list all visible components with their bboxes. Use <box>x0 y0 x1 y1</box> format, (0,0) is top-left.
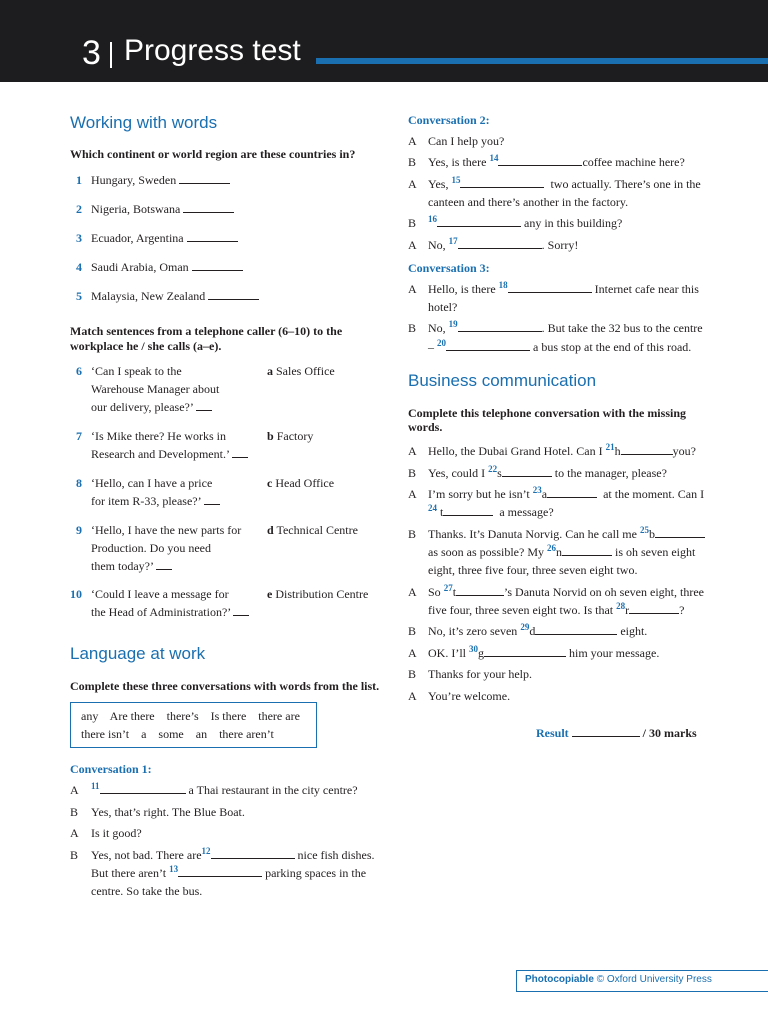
blank-number-15: 15 <box>451 175 461 185</box>
speaker-b: B <box>408 155 417 169</box>
conv2-line3-after: two actually. There’s one in the <box>550 177 701 191</box>
blank-number-25: 25 <box>639 525 649 535</box>
match-9-number: 9 <box>76 523 82 537</box>
blank-number-19: 19 <box>448 319 458 329</box>
blank-number-26: 26 <box>547 543 556 553</box>
blank-number-16: 16 <box>428 214 437 224</box>
blank-number-28: 28 <box>616 601 626 611</box>
speaker-a: A <box>408 238 417 252</box>
match-8-number: 8 <box>76 476 82 490</box>
conv3-line4-pre: – <box>428 340 434 354</box>
conv2-line2-after: coffee machine here? <box>582 155 685 169</box>
item-1-text: Hungary, Sweden <box>91 173 177 187</box>
conv1-line4-pre: Yes, not bad. There are <box>91 848 202 862</box>
word-list-line2: there isn’t a some an there aren’t <box>81 727 274 741</box>
conv1-line3-text: Is it good? <box>91 826 142 840</box>
result-blank[interactable] <box>572 724 640 737</box>
match-8-line2: for item R-33, please?’ <box>91 494 201 508</box>
conv1-line6-text: centre. So take the bus. <box>91 884 203 898</box>
match-9-line2: Production. Do you need <box>91 541 211 555</box>
answer-blank-16[interactable] <box>437 214 521 227</box>
blank-number-22: 22 <box>488 464 498 474</box>
blank-number-21: 21 <box>605 442 615 452</box>
conv1-line5-pre: But there aren’t <box>91 866 167 880</box>
speaker-a: A <box>408 646 417 660</box>
speaker-b: B <box>408 321 417 335</box>
blank-letter-30: g <box>478 646 484 660</box>
speaker-a: A <box>408 689 417 703</box>
option-c-letter: c <box>267 476 273 490</box>
option-e-place: Distribution Centre <box>275 587 369 601</box>
answer-blank-26[interactable] <box>562 543 612 556</box>
speaker-a: A <box>408 487 417 501</box>
bc-line2-after: to the manager, please? <box>554 466 667 480</box>
bc-line11-after: him your message. <box>569 646 660 660</box>
result-line <box>536 724 697 741</box>
bc-line6-after: is oh seven eight <box>615 545 696 559</box>
bc-line9-pre: five four, three seven eight two. Is that <box>428 603 614 617</box>
item-4: 4 <box>76 260 82 274</box>
option-e-letter: e <box>267 587 273 601</box>
header-stripe <box>316 58 768 64</box>
title-divider <box>110 42 112 68</box>
answer-blank-18[interactable] <box>508 280 592 293</box>
answer-blank-11[interactable] <box>100 781 186 794</box>
instruction-match-1: Match sentences from a telephone caller (6–10) to the <box>70 324 343 338</box>
item-1: 1 <box>76 173 82 187</box>
bc-line10-pre: No, it’s zero seven <box>428 624 518 638</box>
instruction-telephone-2: words. <box>408 420 443 434</box>
match-blank-8[interactable] <box>204 492 220 505</box>
footer-photocopiable: Photocopiable <box>525 974 594 985</box>
item-5-text: Malaysia, New Zealand <box>91 289 206 303</box>
blank-number-23: 23 <box>532 485 542 495</box>
item-5: 5 <box>76 289 82 303</box>
match-6-line1: ‘Can I speak to the <box>91 364 182 378</box>
speaker-a: A <box>408 134 417 148</box>
speaker-a: A <box>70 826 79 840</box>
speaker-b: B <box>408 624 417 638</box>
answer-blank-2[interactable] <box>183 200 234 213</box>
blank-letter-27: t <box>452 585 457 599</box>
conv1-line5-after: parking spaces in the <box>265 866 367 880</box>
bc-line3-after: at the moment. Can I <box>603 487 705 501</box>
answer-blank-1[interactable] <box>179 171 230 184</box>
conv2-line2-pre: Yes, is there <box>428 155 487 169</box>
item-2-text: Nigeria, Botswana <box>91 202 181 216</box>
match-blank-9[interactable] <box>156 557 172 570</box>
blank-letter-24: t <box>440 505 444 519</box>
match-6-line3: our delivery, please?’ <box>91 400 193 414</box>
conv2-line5-after: any in this building? <box>524 216 623 230</box>
conv1-line2-text: Yes, that’s right. The Blue Boat. <box>91 805 245 819</box>
bc-line11-pre: OK. I’ll <box>428 646 466 660</box>
conv1-line1-text: a Thai restaurant in the city centre? <box>188 783 358 797</box>
match-7-line2: Research and Development.’ <box>91 447 230 461</box>
answer-blank-21[interactable] <box>621 442 673 455</box>
blank-number-17: 17 <box>448 236 458 246</box>
conv3-line4-after: a bus stop at the end of this road. <box>533 340 692 354</box>
blank-number-29: 29 <box>520 622 530 632</box>
option-d-letter: d <box>267 523 274 537</box>
blank-number-27: 27 <box>443 583 453 593</box>
result-label: Result <box>536 726 569 740</box>
item-3: 3 <box>76 231 82 245</box>
option-b-place: Factory <box>276 429 314 443</box>
heading-language-at-work: Language at work <box>70 644 206 663</box>
bc-line9-after: ? <box>679 603 685 617</box>
answer-blank-28[interactable] <box>629 601 679 614</box>
item-4-text: Saudi Arabia, Oman <box>91 260 189 274</box>
bc-line8-after: ’s Danuta Norvid on oh seven eight, three <box>504 585 704 599</box>
item-3-text: Ecuador, Argentina <box>91 231 184 245</box>
footer-copyright: © Oxford University Press <box>596 974 712 985</box>
bc-line2-pre: Yes, could I <box>428 466 486 480</box>
match-10-line1: ‘Could I leave a message for <box>91 587 229 601</box>
conv2-line6-pre: No, <box>428 238 446 252</box>
answer-blank-19[interactable] <box>458 319 542 332</box>
answer-blank-23[interactable] <box>547 485 597 498</box>
bc-line1-pre: Hello, the Dubai Grand Hotel. Can I <box>428 444 603 458</box>
conv2-line4-text: canteen and there’s another in the factory. <box>428 195 629 209</box>
blank-number-30: 30 <box>469 644 478 654</box>
answer-blank-20[interactable] <box>446 338 530 351</box>
match-9-line3: them today?’ <box>91 559 154 573</box>
conv3-line1-after: Internet cafe near this <box>594 282 699 296</box>
match-6-line2: Warehouse Manager about <box>91 382 220 396</box>
answer-blank-3[interactable] <box>187 229 238 242</box>
instruction-conversations: Complete these three conversations with words from the list. <box>70 679 380 693</box>
answer-blank-13[interactable] <box>178 864 262 877</box>
match-blank-10[interactable] <box>233 603 249 616</box>
answer-blank-27[interactable] <box>456 583 504 596</box>
speaker-b: B <box>70 805 79 819</box>
bc-line13-text: You’re welcome. <box>428 689 511 703</box>
bc-line6-pre: as soon as possible? My <box>428 545 544 559</box>
conversation-1-heading: Conversation 1: <box>70 762 152 776</box>
answer-blank-12[interactable] <box>211 846 295 859</box>
blank-letter-22: s <box>497 466 502 480</box>
answer-blank-15[interactable] <box>460 175 544 188</box>
answer-blank-4[interactable] <box>192 258 243 271</box>
conv3-line2-text: hotel? <box>428 300 458 314</box>
answer-blank-17[interactable] <box>458 236 542 249</box>
result-marks: / 30 marks <box>642 726 697 740</box>
heading-business-communication: Business communication <box>408 371 597 390</box>
item-2: 2 <box>76 202 82 216</box>
instruction-match-2: workplace he / she calls (a–e). <box>70 339 222 353</box>
blank-number-18: 18 <box>498 280 508 290</box>
speaker-a: A <box>408 177 417 191</box>
bc-line10-after: eight. <box>620 624 648 638</box>
speaker-b: B <box>408 466 417 480</box>
match-10-line2: the Head of Administration?’ <box>91 605 231 619</box>
match-6-number: 6 <box>76 364 82 378</box>
blank-number-11: 11 <box>91 781 100 791</box>
option-b-letter: b <box>267 429 274 443</box>
heading-working-with-words: Working with words <box>70 113 218 132</box>
answer-blank-5[interactable] <box>208 287 259 300</box>
bc-line3-pre: I’m sorry but he isn’t <box>428 487 530 501</box>
instruction-telephone-1: Complete this telephone conversation with the missing <box>408 406 686 420</box>
speaker-b: B <box>408 216 417 230</box>
blank-letter-25: b <box>648 527 655 541</box>
blank-letter-28: r <box>625 603 630 617</box>
answer-blank-29[interactable] <box>535 622 617 635</box>
bc-line12-text: Thanks for your help. <box>428 667 532 681</box>
blank-letter-29: d <box>529 624 536 638</box>
match-8-line1: ‘Hello, can I have a price <box>91 476 213 490</box>
conv1-line4-after: nice fish dishes. <box>297 848 375 862</box>
bc-line7-text: eight, three five four, three seven eight two. <box>428 563 638 577</box>
conversation-2-heading: Conversation 2: <box>408 113 490 127</box>
conv2-line1-text: Can I help you? <box>428 134 505 148</box>
conv3-line1-pre: Hello, is there <box>428 282 496 296</box>
blank-number-13: 13 <box>169 864 179 874</box>
blank-number-14: 14 <box>489 153 499 163</box>
match-7-line1: ‘Is Mike there? He works in <box>91 429 226 443</box>
speaker-a: A <box>408 585 417 599</box>
conv2-line3-pre: Yes, <box>428 177 449 191</box>
instruction-continents: Which continent or world region are these countries in? <box>70 147 356 161</box>
option-a-place: Sales Office <box>276 364 335 378</box>
speaker-a: A <box>70 783 79 797</box>
conv3-line3-pre: No, <box>428 321 446 335</box>
speaker-b: B <box>408 667 417 681</box>
conversation-3-heading: Conversation 3: <box>408 261 490 275</box>
blank-number-12: 12 <box>201 846 211 856</box>
word-list-line1: any Are there there’s Is there there are <box>81 709 300 723</box>
option-d-place: Technical Centre <box>276 523 358 537</box>
speaker-b: B <box>408 527 417 541</box>
answer-blank-14[interactable] <box>498 153 582 166</box>
blank-number-20: 20 <box>437 338 446 348</box>
blank-letter-23: a <box>541 487 548 501</box>
speaker-a: A <box>408 282 417 296</box>
blank-letter-21: h <box>614 444 621 458</box>
match-blank-6[interactable] <box>196 398 212 411</box>
speaker-a: A <box>408 444 417 458</box>
blank-number-24: 24 <box>428 503 437 513</box>
answer-blank-24[interactable] <box>443 503 493 516</box>
unit-number: 3 <box>82 34 101 72</box>
option-a-letter: a <box>267 364 273 378</box>
blank-letter-26: n <box>556 545 562 559</box>
match-7-number: 7 <box>76 429 82 443</box>
match-blank-7[interactable] <box>232 445 248 458</box>
speaker-b: B <box>70 848 79 862</box>
bc-line1-after: you? <box>672 444 696 458</box>
answer-blank-22[interactable] <box>502 464 552 477</box>
page-title: Progress test <box>124 34 301 67</box>
conv2-line6-after: . Sorry! <box>541 238 579 252</box>
conv3-line3-after: . But take the 32 bus to the centre <box>541 321 703 335</box>
option-c-place: Head Office <box>275 476 335 490</box>
answer-blank-25[interactable] <box>655 525 705 538</box>
match-9-line1: ‘Hello, I have the new parts for <box>91 523 242 537</box>
bc-line8-pre: So <box>428 585 441 599</box>
match-10-number: 10 <box>70 587 82 601</box>
answer-blank-30[interactable] <box>484 644 566 657</box>
bc-line4-after: a message? <box>499 505 554 519</box>
bc-line5-pre: Thanks. It’s Danuta Norvig. Can he call me <box>428 527 637 541</box>
